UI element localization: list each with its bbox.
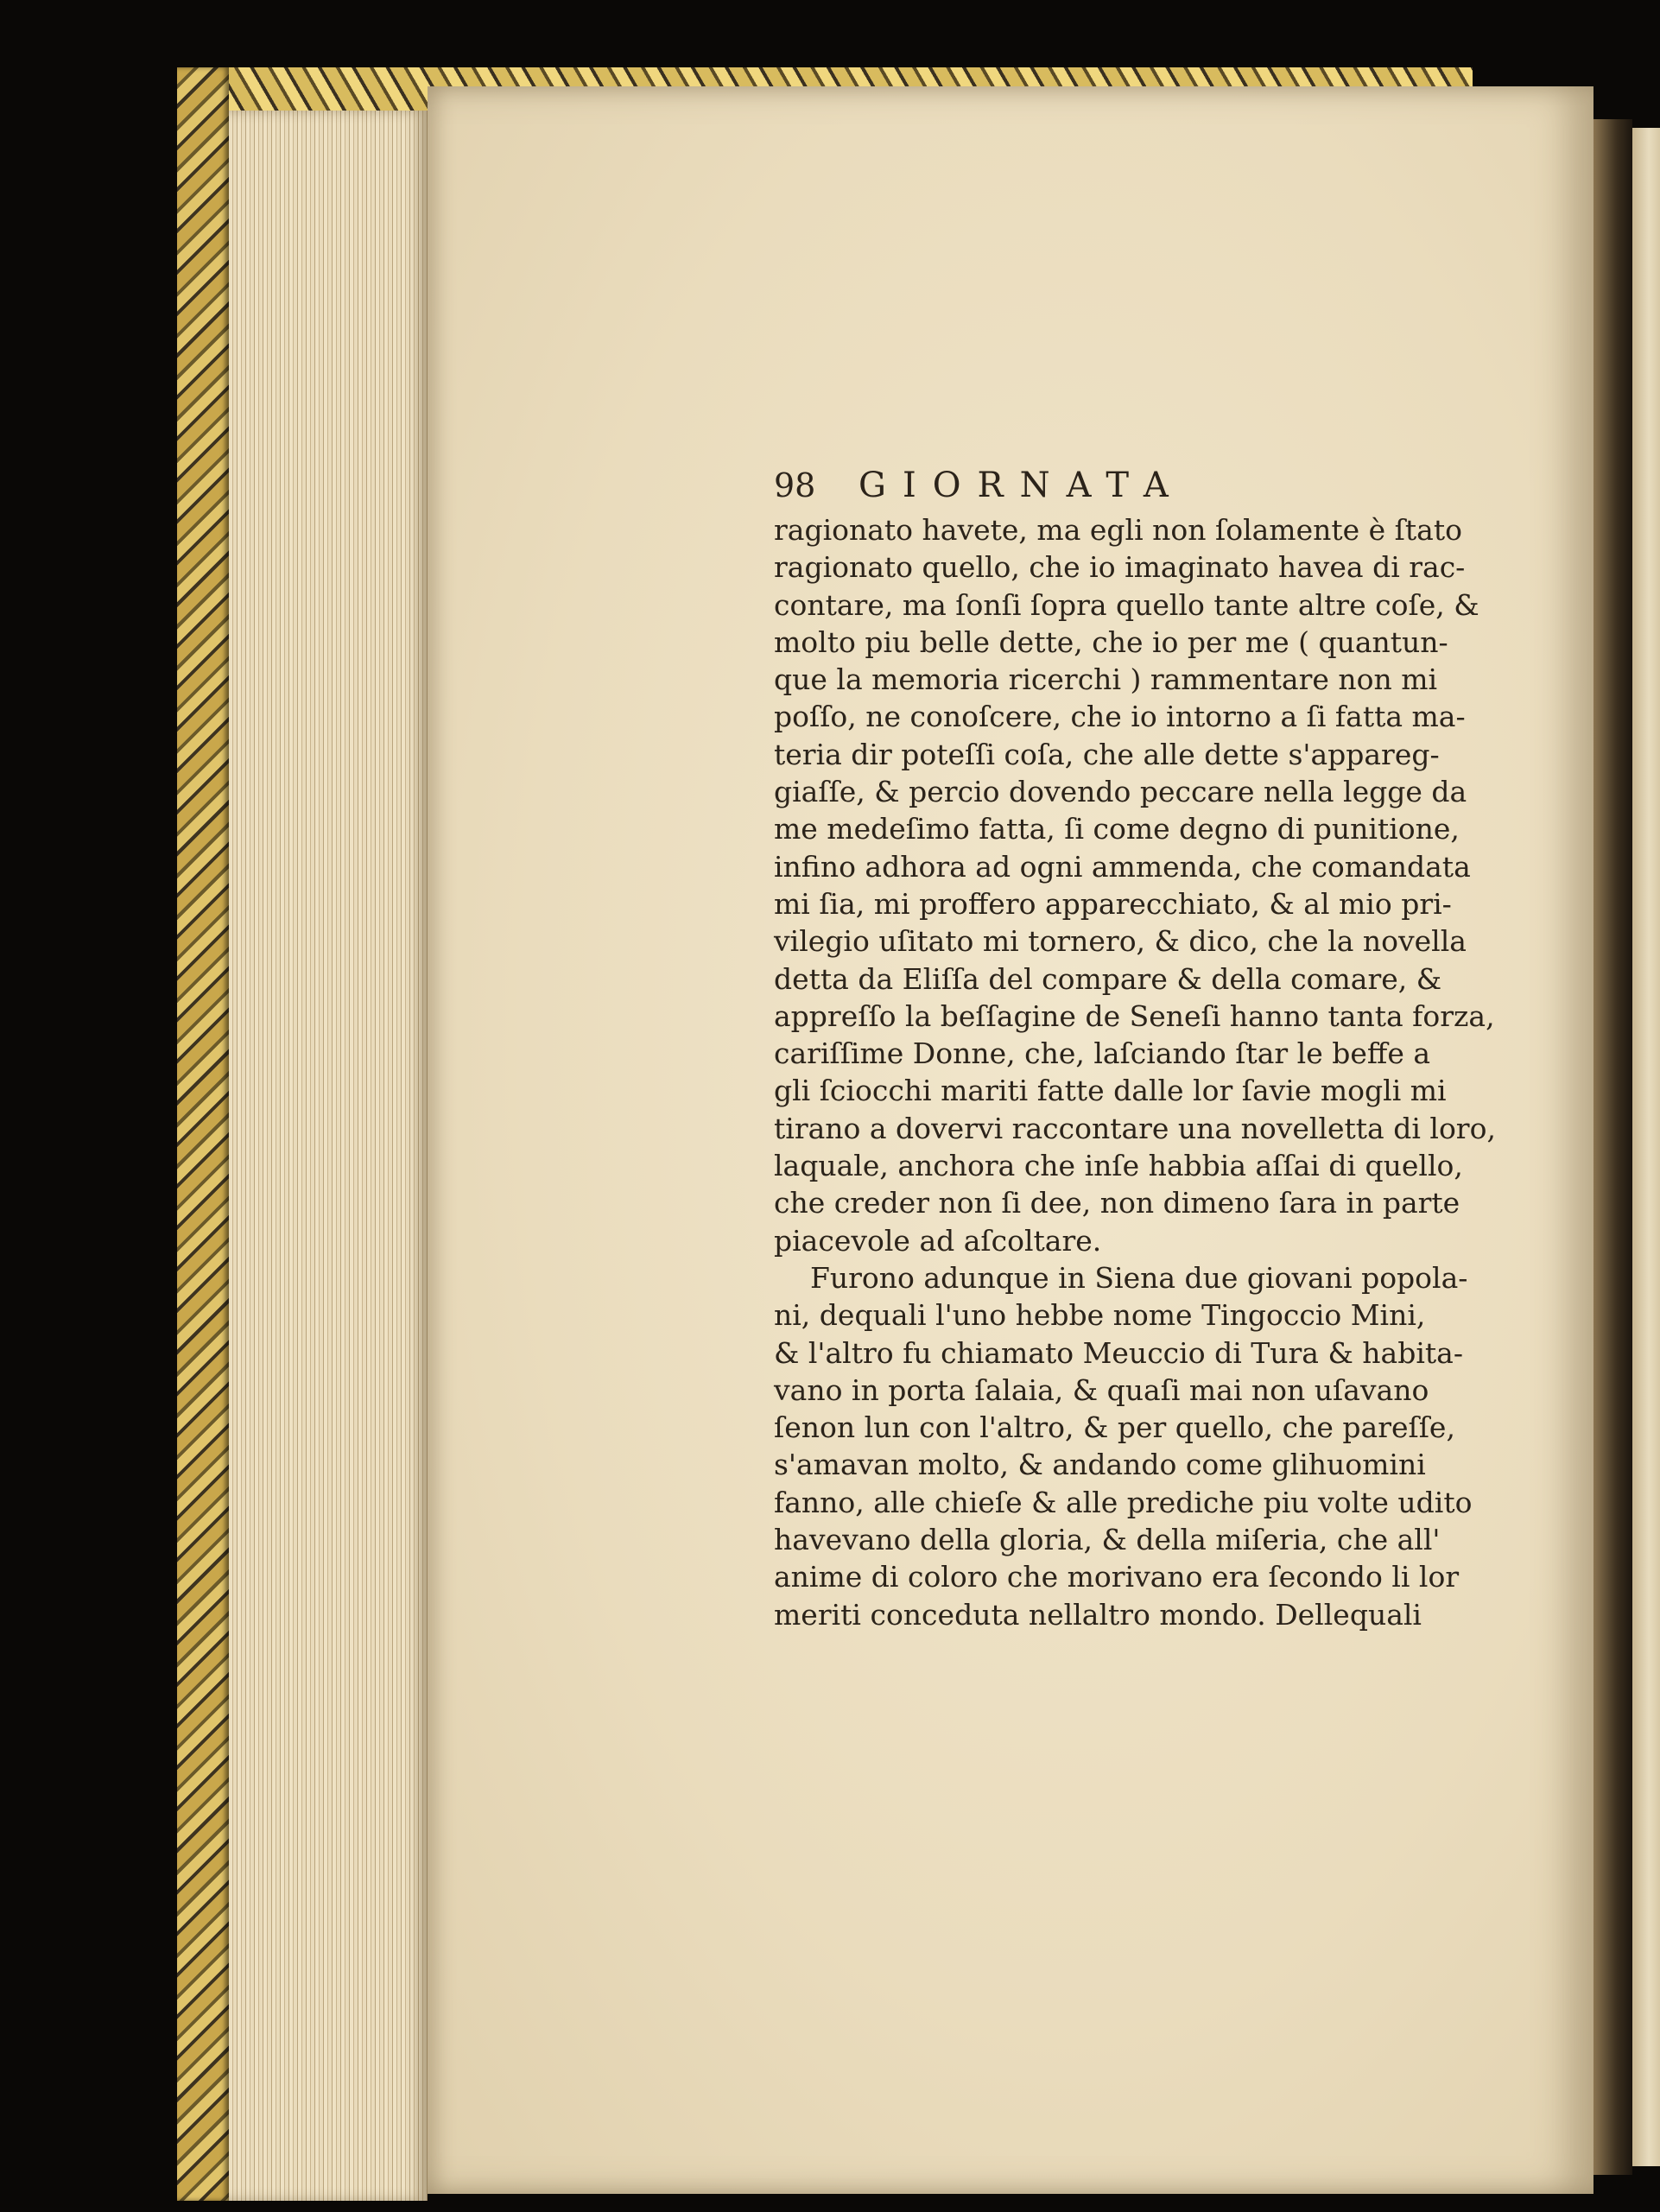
text-line: Furono adunque in Siena due giovani popola- — [810, 1260, 1468, 1295]
text-line: che creder non ſi dee, non dimeno ſara in parte — [774, 1186, 1460, 1220]
running-head-title: GIORNATA — [859, 466, 1185, 505]
text-line: & l'altro fu chiamato Meuccio di Tura & habita- — [774, 1335, 1463, 1370]
text-line: fanno, alle chieſe & alle prediche piu volte udito — [774, 1485, 1473, 1519]
text-line: vano in porta ſalaia, & quaſi mai non uſavano — [774, 1372, 1429, 1407]
paragraph-1 — [774, 511, 1496, 1259]
text-line: meriti conceduta nellaltro mondo. Dellequali — [774, 1597, 1422, 1632]
text-line: molto piu belle dette, che io per me ( quantun- — [774, 624, 1448, 659]
paragraph-2 — [774, 1259, 1473, 1633]
text-line: s'amavan molto, & andando come glihuomini — [774, 1448, 1426, 1482]
facing-page-edge — [1632, 128, 1660, 2166]
text-line: que la memoria ricerchi ) rammentare non mi — [774, 662, 1438, 697]
text-line: vilegio uſitato mi tornero, & dico, che la novella — [774, 924, 1467, 959]
text-line: ſenon lun con l'altro, & per quello, che pareſſe, — [774, 1410, 1455, 1445]
page-number: 98 — [774, 466, 816, 504]
text-line: infino adhora ad ogni ammenda, che comandata — [774, 849, 1471, 884]
text-line: me medeſimo fatta, ſi come degno di punitione, — [774, 812, 1460, 846]
running-head — [774, 460, 1413, 511]
text-line: piacevole ad aſcoltare. — [774, 1223, 1102, 1258]
text-line: gli ſciocchi mariti fatte dalle lor ſavie mogli mi — [774, 1074, 1447, 1108]
text-line: havevano della gloria, & della miſeria, che all' — [774, 1523, 1441, 1557]
text-line: giaſſe, & percio dovendo peccare nella legge da — [774, 775, 1467, 809]
text-block — [774, 460, 1496, 1633]
text-line: mi ſia, mi proffero apparecchiato, & al mio pri- — [774, 886, 1452, 921]
text-line: ragionato havete, ma egli non ſolamente è ſtato — [774, 513, 1462, 547]
gilt-spine-edge — [177, 67, 229, 2201]
text-line: ni, dequali l'uno hebbe nome Tingoccio Mini, — [774, 1298, 1426, 1333]
text-line: anime di coloro che morivano era ſecondo li lor — [774, 1560, 1460, 1594]
text-line: poſſo, ne conoſcere, che io intorno a ſi fatta ma- — [774, 700, 1466, 734]
text-line: appreſſo la beſſagine de Seneſi hanno tanta forza, — [774, 998, 1495, 1033]
text-line: detta da Eliſſa del compare & della comare, & — [774, 961, 1442, 996]
text-line: cariſſime Donne, che, laſciando ſtar le beffe a — [774, 1036, 1431, 1071]
text-line: contare, ma ſonſi ſopra quello tante altre coſe, & — [774, 587, 1479, 622]
book-gutter — [1593, 119, 1632, 2175]
text-line: teria dir poteſſi coſa, che alle dette s'appareg- — [774, 737, 1440, 771]
text-line: ragionato quello, che io imaginato havea di rac- — [774, 550, 1466, 585]
text-line: laquale, anchora che inſe habbia aſſai di quello, — [774, 1149, 1463, 1183]
page-edges — [229, 111, 428, 2201]
text-line: tirano a dovervi raccontare una novelletta di loro, — [774, 1111, 1496, 1145]
